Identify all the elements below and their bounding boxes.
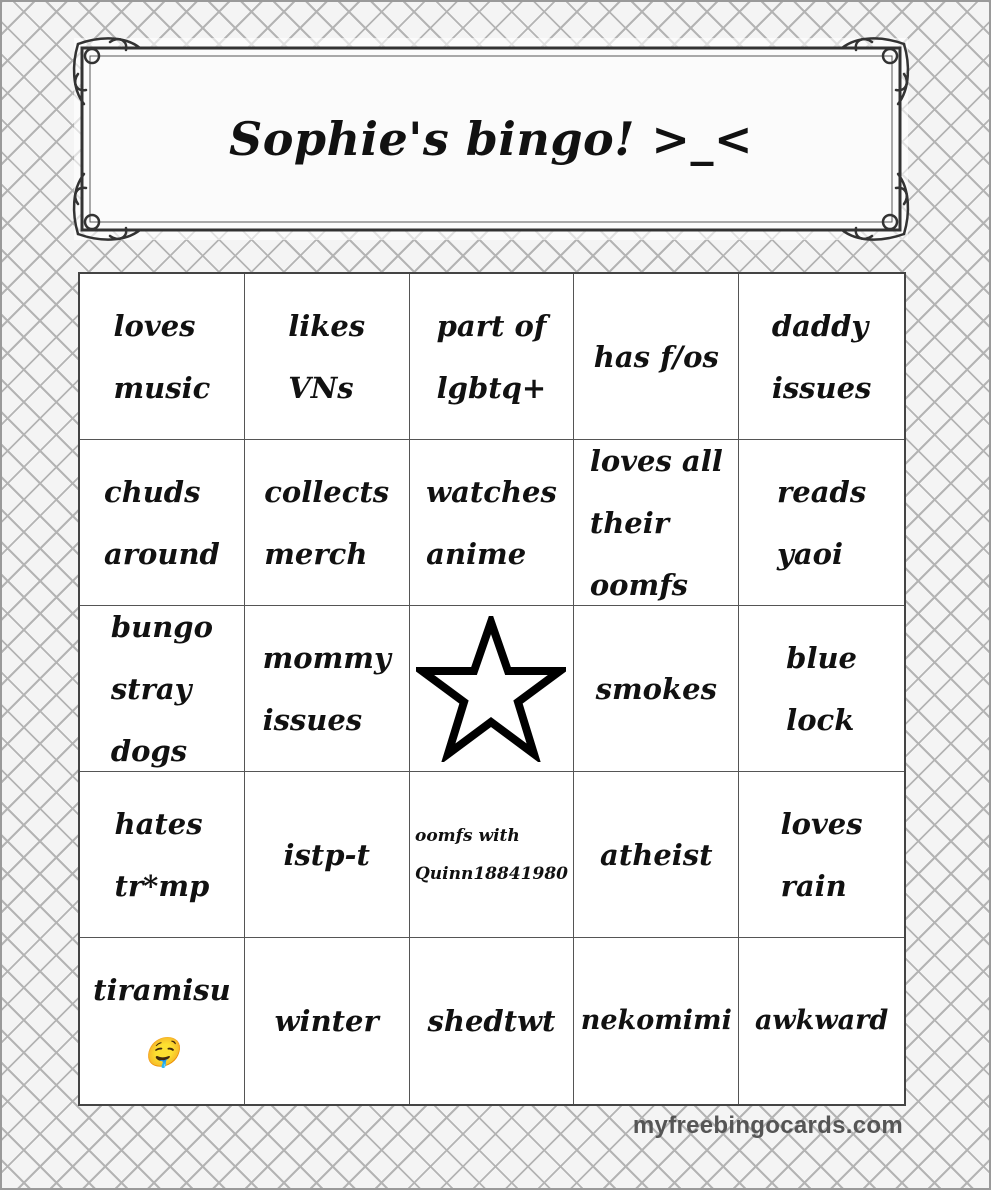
cell-label: has f/os bbox=[593, 339, 719, 374]
bingo-cell[interactable] bbox=[245, 772, 410, 938]
bingo-cell[interactable] bbox=[410, 440, 575, 606]
cell-label: daddy issues bbox=[771, 308, 872, 405]
bingo-cell[interactable] bbox=[574, 772, 739, 938]
cell-label: awkward bbox=[754, 1005, 889, 1036]
cell-label: likes VNs bbox=[288, 308, 366, 405]
cell-label: blue lock bbox=[786, 640, 858, 737]
page-title: Sophie's bingo! >_< bbox=[229, 112, 753, 166]
bingo-cell[interactable] bbox=[739, 938, 904, 1104]
bingo-cell[interactable] bbox=[410, 772, 575, 938]
star-icon bbox=[416, 616, 566, 762]
cell-label: part of lgbtq+ bbox=[436, 308, 547, 405]
cell-label: shedtwt bbox=[427, 1004, 556, 1038]
cell-label: collects merch bbox=[264, 474, 390, 571]
bingo-cell[interactable] bbox=[739, 274, 904, 440]
bingo-cell[interactable] bbox=[574, 440, 739, 606]
bingo-cell[interactable] bbox=[574, 938, 739, 1104]
bingo-cell[interactable] bbox=[80, 274, 245, 440]
bingo-cell[interactable] bbox=[245, 938, 410, 1104]
bingo-cell[interactable] bbox=[410, 274, 575, 440]
bingo-cell[interactable] bbox=[80, 606, 245, 772]
bingo-cell[interactable] bbox=[574, 606, 739, 772]
bingo-cell[interactable] bbox=[80, 772, 245, 938]
cell-label: chuds around bbox=[103, 474, 220, 571]
cell-label: hates tr*mp bbox=[114, 806, 210, 903]
bingo-cell[interactable] bbox=[739, 606, 904, 772]
bingo-cell[interactable] bbox=[739, 772, 904, 938]
bingo-cell[interactable] bbox=[80, 440, 245, 606]
cell-label: atheist bbox=[600, 837, 713, 872]
bingo-cell[interactable] bbox=[245, 606, 410, 772]
cell-label: loves music bbox=[113, 308, 211, 405]
cell-label: loves rain bbox=[780, 806, 863, 903]
cell-label: oomfs with Quinn18841980 bbox=[415, 825, 568, 884]
cell-label: nekomimi bbox=[580, 1005, 732, 1036]
bingo-grid bbox=[78, 272, 906, 1106]
title-frame bbox=[70, 34, 912, 244]
bingo-cell[interactable] bbox=[80, 938, 245, 1104]
bingo-cell[interactable] bbox=[739, 440, 904, 606]
cell-label: bungo stray dogs bbox=[110, 609, 213, 768]
bingo-cell[interactable] bbox=[245, 440, 410, 606]
cell-label: mommy issues bbox=[262, 640, 391, 737]
cell-label: reads yaoi bbox=[777, 474, 867, 571]
cell-label: tiramisu 🤤 bbox=[93, 973, 231, 1069]
bingo-cell[interactable] bbox=[410, 938, 575, 1104]
bingo-cell[interactable] bbox=[245, 274, 410, 440]
watermark-link[interactable]: myfreebingocards.com bbox=[632, 1112, 903, 1139]
bingo-cell[interactable] bbox=[574, 274, 739, 440]
cell-label: loves all their oomfs bbox=[589, 443, 723, 602]
free-space-cell[interactable] bbox=[410, 606, 575, 772]
cell-label: istp-t bbox=[283, 837, 370, 872]
cell-label: winter bbox=[274, 1004, 379, 1038]
cell-label: smokes bbox=[595, 671, 717, 706]
cell-label: watches anime bbox=[426, 474, 557, 571]
